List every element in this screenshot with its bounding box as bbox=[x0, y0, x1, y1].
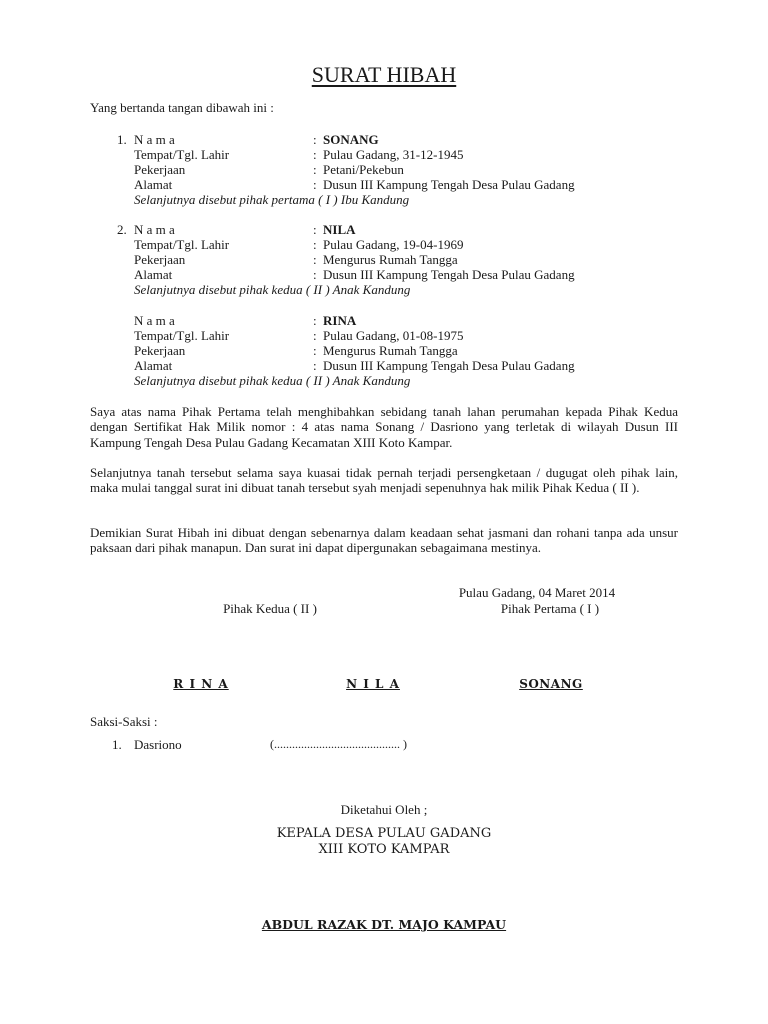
party-note: Selanjutnya disebut pihak kedua ( II ) Anak Kandung bbox=[134, 373, 411, 388]
value-nama: SONANG bbox=[323, 132, 379, 147]
colon: : bbox=[313, 237, 317, 252]
kepala-desa-name: ABDUL RAZAK DT. MAJO KAMPAU bbox=[261, 917, 507, 932]
signature-sonang: SONANG bbox=[519, 677, 583, 691]
label-pekerjaan: Pekerjaan bbox=[134, 252, 186, 267]
label-alamat: Alamat bbox=[134, 358, 173, 373]
colon: : bbox=[313, 252, 317, 267]
colon: : bbox=[313, 177, 317, 192]
value-ttl: Pulau Gadang, 19-04-1969 bbox=[323, 237, 464, 252]
place-date: Pulau Gadang, 04 Maret 2014 bbox=[458, 585, 616, 600]
value-nama: RINA bbox=[323, 313, 357, 328]
label-nama: N a m a bbox=[134, 313, 175, 328]
paragraph-hibah bbox=[90, 404, 678, 450]
label-nama: N a m a bbox=[134, 132, 175, 147]
label-pekerjaan: Pekerjaan bbox=[134, 162, 186, 177]
value-alamat: Dusun III Kampung Tengah Desa Pulau Gadang bbox=[323, 267, 575, 282]
diketahui-label: Diketahui Oleh ; bbox=[340, 802, 428, 817]
value-ttl: Pulau Gadang, 31-12-1945 bbox=[323, 147, 464, 162]
value-pekerjaan: Mengurus Rumah Tangga bbox=[323, 252, 458, 267]
colon: : bbox=[313, 358, 317, 373]
party-note: Selanjutnya disebut pihak kedua ( II ) Anak Kandung bbox=[134, 282, 411, 297]
party-number: 1. bbox=[117, 132, 127, 147]
title-text: SURAT HIBAH bbox=[311, 62, 457, 87]
paragraph-closing bbox=[90, 525, 678, 556]
value-alamat: Dusun III Kampung Tengah Desa Pulau Gadang bbox=[323, 358, 575, 373]
pihak-pertama-label: Pihak Pertama ( I ) bbox=[500, 601, 600, 616]
document-title bbox=[0, 62, 768, 88]
colon: : bbox=[313, 313, 317, 328]
label-alamat: Alamat bbox=[134, 267, 173, 282]
saksi-name: Dasriono bbox=[134, 737, 182, 752]
colon: : bbox=[313, 147, 317, 162]
label-ttl: Tempat/Tgl. Lahir bbox=[134, 328, 230, 343]
paragraph-status bbox=[90, 465, 678, 496]
colon: : bbox=[313, 132, 317, 147]
label-ttl: Tempat/Tgl. Lahir bbox=[134, 237, 230, 252]
label-nama: N a m a bbox=[134, 222, 175, 237]
value-nama: NILA bbox=[323, 222, 356, 237]
intro-text: Yang bertanda tangan dibawah ini : bbox=[90, 100, 274, 115]
saksi-signature-line: (.......................................... ) bbox=[270, 737, 407, 751]
value-ttl: Pulau Gadang, 01-08-1975 bbox=[323, 328, 464, 343]
colon: : bbox=[313, 328, 317, 343]
party-number: 2. bbox=[117, 222, 127, 237]
colon: : bbox=[313, 162, 317, 177]
colon: : bbox=[313, 222, 317, 237]
signature-rina: R I N A bbox=[173, 677, 229, 691]
value-pekerjaan: Mengurus Rumah Tangga bbox=[323, 343, 458, 358]
colon: : bbox=[313, 343, 317, 358]
kepala-desa-region: XIII KOTO KAMPAR bbox=[318, 842, 450, 857]
label-pekerjaan: Pekerjaan bbox=[134, 343, 186, 358]
label-alamat: Alamat bbox=[134, 177, 173, 192]
kepala-desa-title: KEPALA DESA PULAU GADANG bbox=[276, 826, 492, 841]
paragraph-text: Selanjutnya tanah tersebut selama saya kuasai tidak pernah terjadi persengketaan / dugugat oleh pihak lain, maka mulai tanggal surat ini dibuat tanah tersebut syah menjadi sepenuhnya hak milik Pihak Kedua ( II ). bbox=[90, 465, 678, 496]
party-note: Selanjutnya disebut pihak pertama ( I ) Ibu Kandung bbox=[134, 192, 410, 207]
paragraph-text: Demikian Surat Hibah ini dibuat dengan sebenarnya dalam keadaan sehat jasmani dan rohani tanpa ada unsur paksaan dari pihak manapun. Dan surat ini dapat dipergunakan sebagaimana mestinya. bbox=[90, 525, 678, 556]
saksi-heading: Saksi-Saksi : bbox=[90, 714, 158, 729]
saksi-number: 1. bbox=[112, 737, 122, 752]
colon: : bbox=[313, 267, 317, 282]
label-ttl: Tempat/Tgl. Lahir bbox=[134, 147, 230, 162]
value-pekerjaan: Petani/Pekebun bbox=[323, 162, 404, 177]
signature-nila: N I L A bbox=[346, 677, 400, 691]
pihak-kedua-label: Pihak Kedua ( II ) bbox=[223, 601, 317, 616]
paragraph-text: Saya atas nama Pihak Pertama telah menghibahkan sebidang tanah lahan perumahan kepada Pihak Kedua dengan Sertifikat Hak Milik nomor : 4 atas nama Sonang / Dasriono yang terletak di wilayah Dusun III Kampung Tengah Desa Pulau Gadang Kecamatan XIII Koto Kampar. bbox=[90, 404, 678, 450]
value-alamat: Dusun III Kampung Tengah Desa Pulau Gadang bbox=[323, 177, 575, 192]
